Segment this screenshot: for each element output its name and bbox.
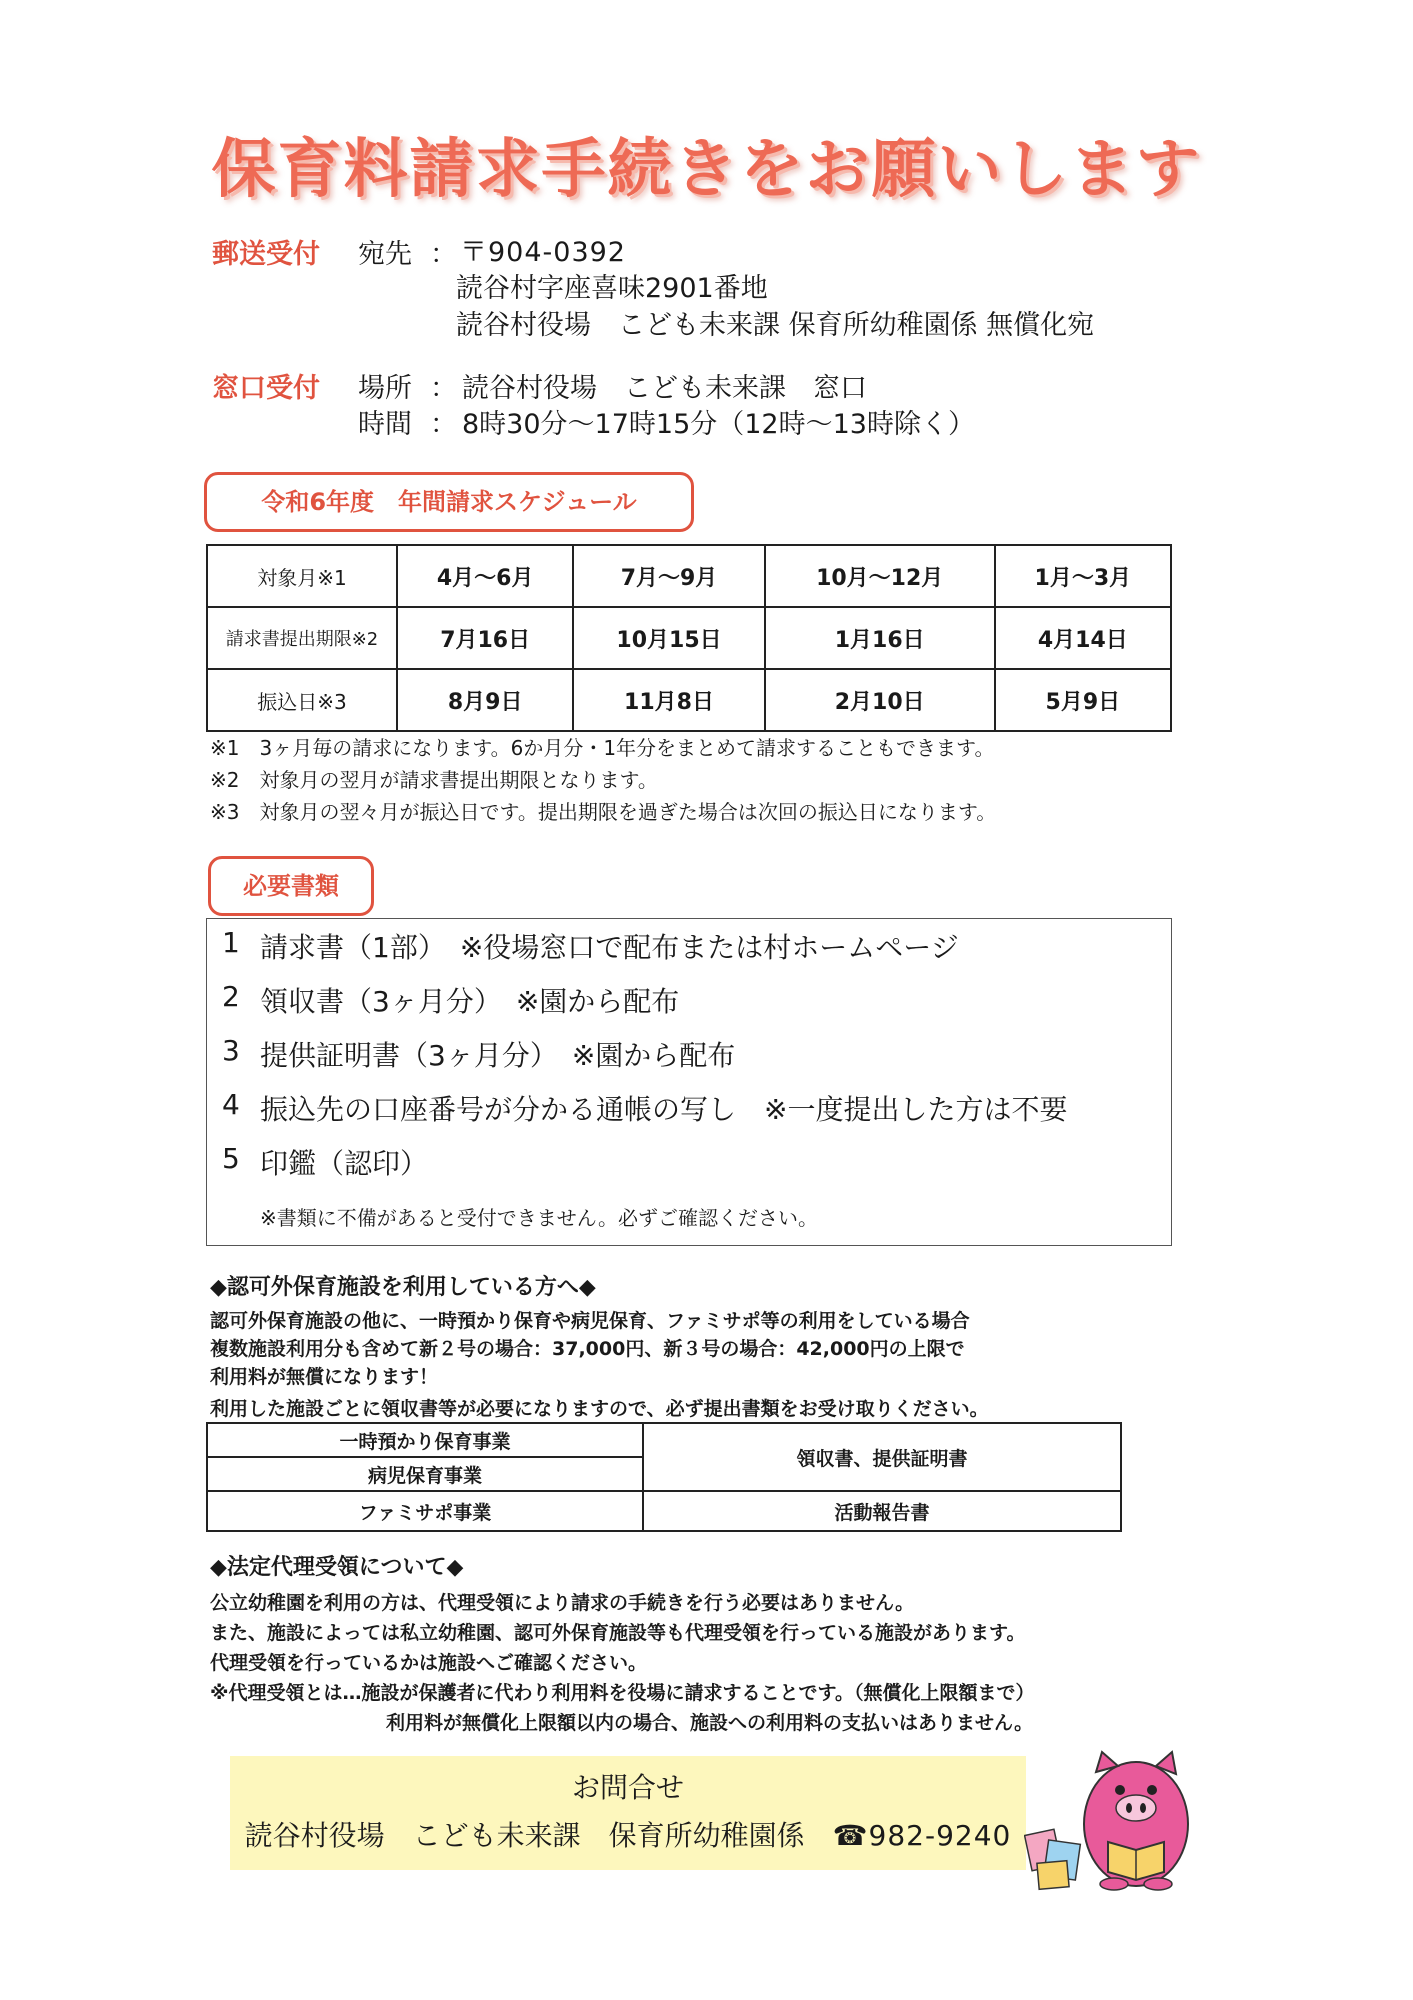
schedule-note-2: ※2 対象月の翌月が請求書提出期限となります。	[210, 768, 658, 792]
mascot-icon	[1024, 1746, 1204, 1892]
table-cell: 10月15日	[573, 607, 764, 669]
mail-field: 宛先	[358, 239, 412, 270]
table-cell: 7月～9月	[573, 545, 764, 607]
contact-line: 読谷村役場 こども未来課 保育所幼稚園係	[244, 1819, 805, 1852]
proxy-line: 代理受領を行っているかは施設へご確認ください。	[210, 1652, 648, 1674]
counter-label: 窓口受付	[212, 373, 320, 404]
mail-label: 郵送受付	[212, 239, 320, 270]
table-cell: 7月16日	[397, 607, 573, 669]
doc-num: 5	[222, 1142, 240, 1175]
doc-text: 振込先の口座番号が分かる通帳の写し ※一度提出した方は不要	[260, 1093, 1068, 1126]
doc-text: 請求書（1部） ※役場窓口で配布または村ホームページ	[260, 931, 959, 964]
doc-text: 領収書（3ヶ月分） ※園から配布	[260, 985, 680, 1018]
table-cell: 8月9日	[397, 669, 573, 731]
table-cell: 4月～6月	[397, 545, 573, 607]
table-cell: 領収書、提供証明書	[643, 1423, 1121, 1491]
table-cell: 4月14日	[995, 607, 1171, 669]
mail-address: 読谷村字座喜味2901番地	[456, 273, 768, 304]
table-row	[207, 545, 1171, 607]
time-colon: ：	[430, 409, 457, 440]
schedule-note-3: ※3 対象月の翌々月が振込日です。提出期限を過ぎた場合は次回の振込日になります。	[210, 800, 997, 824]
schedule-heading: 令和6年度 年間請求スケジュール	[204, 472, 694, 532]
doc-num: 4	[222, 1088, 240, 1121]
documents-note: ※書類に不備があると受付できません。必ずご確認ください。	[260, 1206, 818, 1230]
contact-phone: ☎982-9240	[832, 1819, 1012, 1852]
place-colon: ：	[430, 373, 457, 404]
proxy-line: 公立幼稚園を利用の方は、代理受領により請求の手続きを行う必要はありません。	[210, 1592, 915, 1614]
row-label: 振込日※3	[207, 669, 397, 731]
table-cell: 1月16日	[765, 607, 995, 669]
table-cell: 病児保育事業	[207, 1457, 643, 1491]
unlicensed-line: 複数施設利用分も含めて新２号の場合：37,000円、新３号の場合：42,000円の上限で	[210, 1338, 965, 1360]
schedule-table	[206, 544, 1172, 732]
place-value: 読谷村役場 こども未来課 窓口	[462, 373, 867, 404]
table-cell: 活動報告書	[643, 1491, 1121, 1531]
contact-box	[230, 1756, 1026, 1870]
page-title: 保育料請求手続きをお願いします	[211, 133, 1202, 207]
table-cell: 1月～3月	[995, 545, 1171, 607]
table-row	[207, 1491, 1121, 1531]
table-cell: 10月～12月	[765, 545, 995, 607]
documents-heading: 必要書類	[208, 856, 374, 916]
mail-recipient: 読谷村役場 こども未来課 保育所幼稚園係 無償化宛	[456, 310, 1095, 341]
row-label: 対象月※1	[207, 545, 397, 607]
time-value: 8時30分～17時15分（12時～13時除く）	[462, 409, 975, 440]
table-cell: 一時預かり保育事業	[207, 1423, 643, 1457]
proxy-line: 利用料が無償化上限額以内の場合、施設への利用料の支払いはありません。	[386, 1712, 1034, 1734]
proxy-line: また、施設によっては私立幼稚園、認可外保育施設等も代理受領を行っている施設があります。	[210, 1622, 1026, 1644]
doc-num: 3	[222, 1034, 240, 1067]
mail-postal: 〒904-0392	[460, 237, 626, 268]
row-label: 請求書提出期限※2	[207, 607, 397, 669]
schedule-note-1: ※1 3ヶ月毎の請求になります。6か月分・1年分をまとめて請求することもできます。	[210, 736, 995, 760]
unlicensed-line: 認可外保育施設の他に、一時預かり保育や病児保育、ファミサポ等の利用をしている場合	[210, 1310, 970, 1332]
table-cell: 2月10日	[765, 669, 995, 731]
place-field: 場所	[358, 373, 412, 404]
unlicensed-heading: ◆認可外保育施設を利用している方へ◆	[210, 1275, 596, 1300]
documents-box	[206, 918, 1172, 1246]
doc-num: 1	[222, 926, 240, 959]
table-row	[207, 607, 1171, 669]
table-row	[207, 1423, 1121, 1457]
proxy-heading: ◆法定代理受領について◆	[210, 1555, 464, 1580]
table-cell: ファミサポ事業	[207, 1491, 643, 1531]
proxy-line: ※代理受領とは…施設が保護者に代わり利用料を役場に請求することです。（無償化上限額まで）	[210, 1682, 1035, 1704]
time-field: 時間	[358, 409, 412, 440]
mail-colon: ：	[430, 239, 457, 270]
table-cell: 5月9日	[995, 669, 1171, 731]
unlicensed-line: 利用料が無償になります！	[210, 1366, 439, 1388]
contact-heading: お問合せ	[571, 1771, 684, 1804]
doc-num: 2	[222, 980, 240, 1013]
doc-text: 印鑑（認印）	[260, 1147, 429, 1180]
facility-table	[206, 1422, 1122, 1532]
unlicensed-line: 利用した施設ごとに領収書等が必要になりますので、必ず提出書類をお受け取りください。	[210, 1398, 989, 1420]
table-cell: 11月8日	[573, 669, 764, 731]
doc-text: 提供証明書（3ヶ月分） ※園から配布	[260, 1039, 736, 1072]
table-row	[207, 669, 1171, 731]
